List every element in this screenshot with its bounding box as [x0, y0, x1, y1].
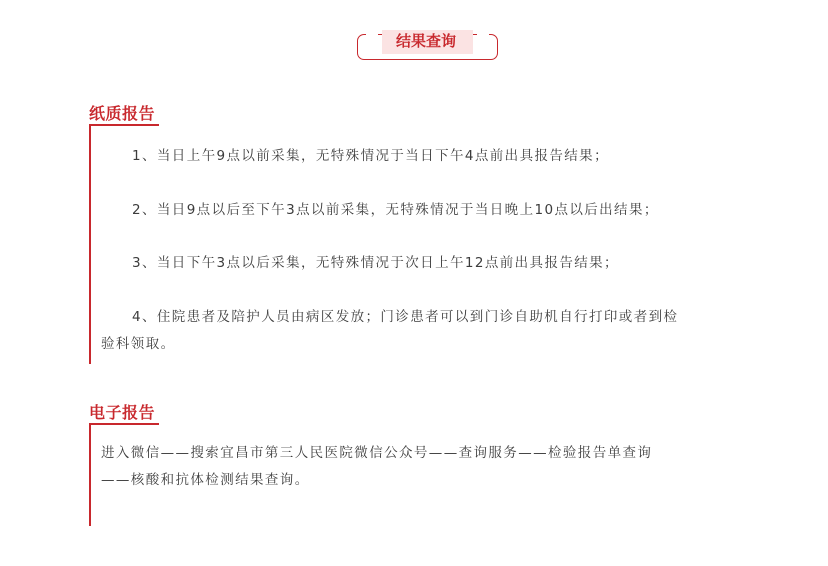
paper-report-item-2: 2、当日9点以后至下午3点以前采集，无特殊情况于当日晚上10点以后出结果；	[132, 202, 659, 218]
electronic-report-line-2: ——核酸和抗体检测结果查询。	[101, 472, 310, 488]
electronic-report-line-1: 进入微信——搜索宜昌市第三人民医院微信公众号——查询服务——检验报告单查询	[101, 445, 653, 461]
paper-report-item-1: 1、当日上午9点以前采集，无特殊情况于当日下午4点前出具报告结果；	[132, 148, 609, 164]
paper-report-item-3: 3、当日下午3点以后采集，无特殊情况于次日上午12点前出具报告结果；	[132, 255, 619, 271]
paper-report-heading: 纸质报告	[89, 104, 156, 123]
electronic-report-heading: 电子报告	[89, 403, 156, 422]
page-title: 结果查询	[395, 32, 456, 50]
paper-report-item-4-cont: 验科领取。	[101, 336, 176, 352]
paper-report-item-4: 4、住院患者及陪护人员由病区发放；门诊患者可以到门诊自助机自行打印或者到检	[132, 309, 679, 325]
page-title-badge	[357, 30, 498, 64]
